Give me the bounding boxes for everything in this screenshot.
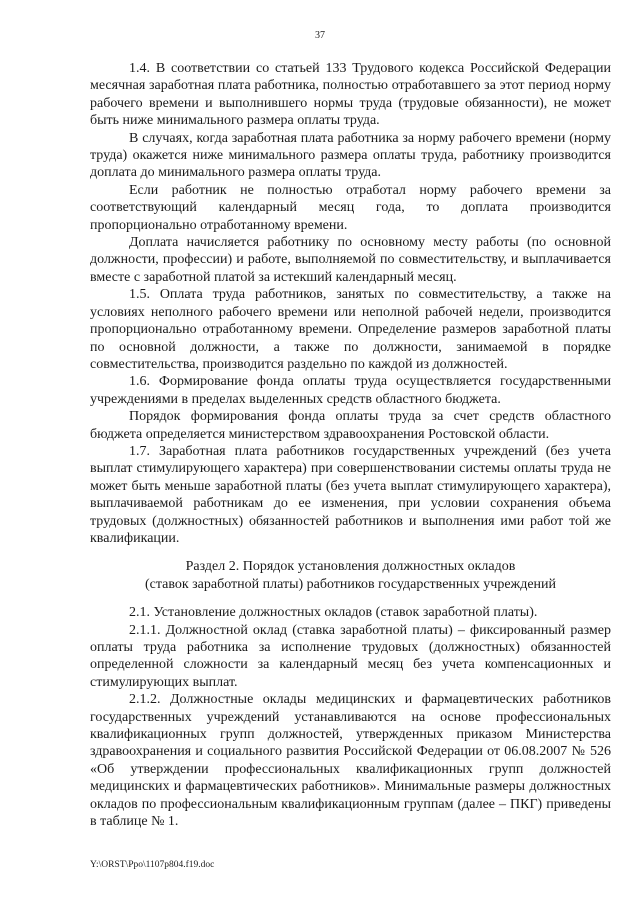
paragraph-2-1-1: 2.1.1. Должностной оклад (ставка заработной платы) – фиксированный размер оплаты труда работника за исполнение трудовых (должностных) обязанностей определенной сложности за календарный месяц без учета компенсационных и стимулирующих выплат. <box>90 622 611 690</box>
paragraph-minimum-wage-supplement: В случаях, когда заработная плата работника за норму рабочего времени (норму труда) окажется ниже минимального размера оплаты труда, работнику производится доплата до минимального размера оплаты труда. <box>90 130 611 181</box>
section-heading-line-1: Раздел 2. Порядок установления должностных окладов <box>185 559 516 575</box>
page-number: 37 <box>315 30 325 41</box>
paragraph-supplement-accrual: Доплата начисляется работнику по основному месту работы (по основной должности, профессии) и работе, выполняемой по совместительству, и выплачивается вместе с заработной платой за истекший календарный месяц. <box>90 235 611 285</box>
paragraph-1-4: 1.4. В соответствии со статьей 133 Трудового кодекса Российской Федерации месячная заработная плата работника, полностью отработавшего за этот период норму рабочего времени и выполнившего нормы труда (трудовые обязанности), не может быть ниже минимального размера оплаты труда. <box>90 61 611 129</box>
paragraph-2-1: 2.1. Установление должностных окладов (ставок заработной платы). <box>129 605 538 621</box>
section-2-heading <box>90 558 611 593</box>
paragraph-1-7: 1.7. Заработная плата работников государственных учреждений (без учета выплат стимулирующего характера) при совершенствовании системы оплаты труда не может быть меньше заработной платы (без учета выплат стимулирующего характера), выплачиваемой работникам до ее изменения, при условии сохранения объема трудовых (должностных) обязанностей работников и выполнения ими работ той же квалификации. <box>90 443 611 546</box>
file-path-footer: Y:\ORST\Ppo\1107p804.f19.doc <box>90 860 215 870</box>
paragraph-fund-formation: Порядок формирования фонда оплаты труда за счет средств областного бюджета определяется министерством здравоохранения Ростовской области. <box>90 409 611 442</box>
paragraph-1-5: 1.5. Оплата труда работников, занятых по совместительству, а также на условиях неполного рабочего времени или неполной рабочей недели, производится пропорционально отработанному времени. Определение размеров заработной платы по основной должности, а также по должности, занимаемой в порядке совместительства, производится раздельно по каждой из должностей. <box>90 287 611 372</box>
paragraph-1-6: 1.6. Формирование фонда оплаты труда осуществляется государственными учреждениями в пределах выделенных средств областного бюджета. <box>90 374 611 407</box>
section-heading-line-2: (ставок заработной платы) работников государственных учреждений <box>144 576 557 592</box>
paragraph-partial-time-supplement: Если работник не полностью отработал норму рабочего времени за соответствующий календарный месяц года, то доплата производится пропорционально отработанному времени. <box>90 182 611 233</box>
document-body <box>90 60 611 830</box>
paragraph-2-1-2: 2.1.2. Должностные оклады медицинских и фармацевтических работников государственных учреждений устанавливаются на основе профессиональных квалификационных групп должностей, утвержденных приказом Министерства здравоохранения и социального развития Российской Федерации от 06.08.2007 № 526 «Об утверждении профессиональных квалификационных групп должностей медицинских и фармацевтических работников». Минимальные размеры должностных окладов по профессиональным квалификационным группам (далее – ПКГ) приведены в таблице № 1. <box>90 692 611 830</box>
